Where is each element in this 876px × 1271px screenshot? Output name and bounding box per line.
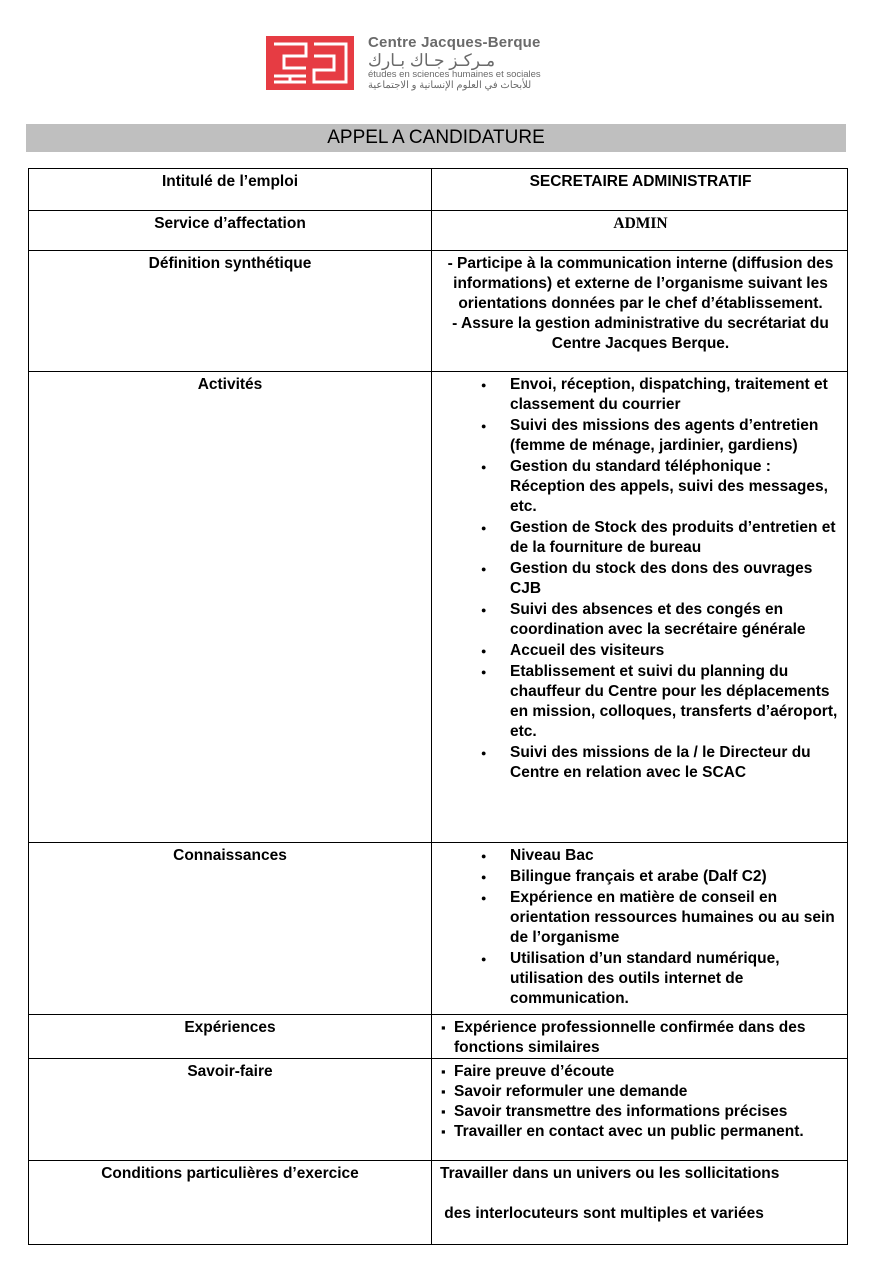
org-subtitle-ar: للأبحاث في العلوم الإنسانية و الاجتماعية [368, 80, 532, 91]
label-intitule: Intitulé de l’emploi [29, 169, 432, 211]
definition-line: - Participe à la communication interne (diffusion des informations) et externe de l’organisme suivant les orientations données par le chef d’établissement. [447, 255, 834, 312]
label-service: Service d’affectation [29, 211, 432, 251]
list-item: ● Envoi, réception, dispatching, traitement et classement du courrier [510, 375, 841, 415]
list-item: ● Utilisation d’un standard numérique, utilisation des outils internet de communication. [510, 949, 841, 1009]
row-experiences [29, 1015, 848, 1059]
value-activites [432, 372, 848, 843]
list-item: ▪ Savoir reformuler une demande [454, 1082, 841, 1102]
label-experiences: Expériences [29, 1015, 432, 1059]
header [266, 36, 606, 92]
list-item: ● Etablissement et suivi du planning du chauffeur du Centre pour les déplacements en mission, colloques, transferts d’aéroport, etc. [510, 662, 841, 742]
label-savoir-faire: Savoir-faire [29, 1059, 432, 1161]
value-intitule: SECRETAIRE ADMINISTRATIF [432, 169, 848, 211]
list-item: ● Gestion du stock des dons des ouvrages CJB [510, 559, 841, 599]
org-subtitle-fr: études en sciences humaines et sociales [368, 69, 541, 80]
list-item: ● Suivi des missions de la / le Directeur du Centre en relation avec le SCAC [510, 743, 841, 783]
value-connaissances [432, 843, 848, 1015]
row-service [29, 211, 848, 251]
row-conditions [29, 1161, 848, 1245]
row-activites [29, 372, 848, 843]
list-item: ● Bilingue français et arabe (Dalf C2) [510, 867, 841, 887]
definition-line: - Assure la gestion administrative du secrétariat du Centre Jacques Berque. [452, 315, 829, 352]
row-definition [29, 251, 848, 372]
value-experiences [432, 1015, 848, 1059]
conditions-line: des interlocuteurs sont multiples et variées [440, 1205, 764, 1222]
list-item: ● Niveau Bac [510, 846, 841, 866]
label-activites: Activités [29, 372, 432, 843]
cjb-logo [266, 36, 354, 90]
value-definition [432, 251, 848, 372]
list-item: ▪ Savoir transmettre des informations précises [454, 1102, 841, 1122]
value-conditions [432, 1161, 848, 1245]
conditions-line: Travailler dans un univers ou les sollicitations [440, 1165, 780, 1182]
row-savoir-faire [29, 1059, 848, 1161]
label-conditions: Conditions particulières d’exercice [29, 1161, 432, 1245]
value-service: ADMIN [432, 211, 848, 251]
list-item: ▪ Expérience professionnelle confirmée dans des fonctions similaires [454, 1018, 841, 1058]
row-intitule [29, 169, 848, 211]
page-title: APPEL A CANDIDATURE [26, 124, 846, 152]
label-definition: Définition synthétique [29, 251, 432, 372]
list-item: ● Suivi des missions des agents d’entretien (femme de ménage, jardinier, gardiens) [510, 416, 841, 456]
org-name-ar: مـركـز جـاك بـارك [368, 51, 496, 70]
list-item: ● Accueil des visiteurs [510, 641, 841, 661]
list-item: ● Expérience en matière de conseil en orientation ressources humaines ou au sein de l’organisme [510, 888, 841, 948]
list-item: ● Gestion de Stock des produits d’entretien et de la fourniture de bureau [510, 518, 841, 558]
list-item: ▪ Faire preuve d’écoute [454, 1062, 841, 1082]
label-connaissances: Connaissances [29, 843, 432, 1015]
list-item: ▪ Travailler en contact avec un public permanent. [454, 1122, 841, 1142]
list-item: ● Suivi des absences et des congés en coordination avec la secrétaire générale [510, 600, 841, 640]
job-table [28, 168, 848, 1245]
list-item: ● Gestion du standard téléphonique : Réception des appels, suivi des messages, etc. [510, 457, 841, 517]
value-savoir-faire [432, 1059, 848, 1161]
row-connaissances [29, 843, 848, 1015]
org-name-fr: Centre Jacques-Berque [368, 34, 541, 51]
